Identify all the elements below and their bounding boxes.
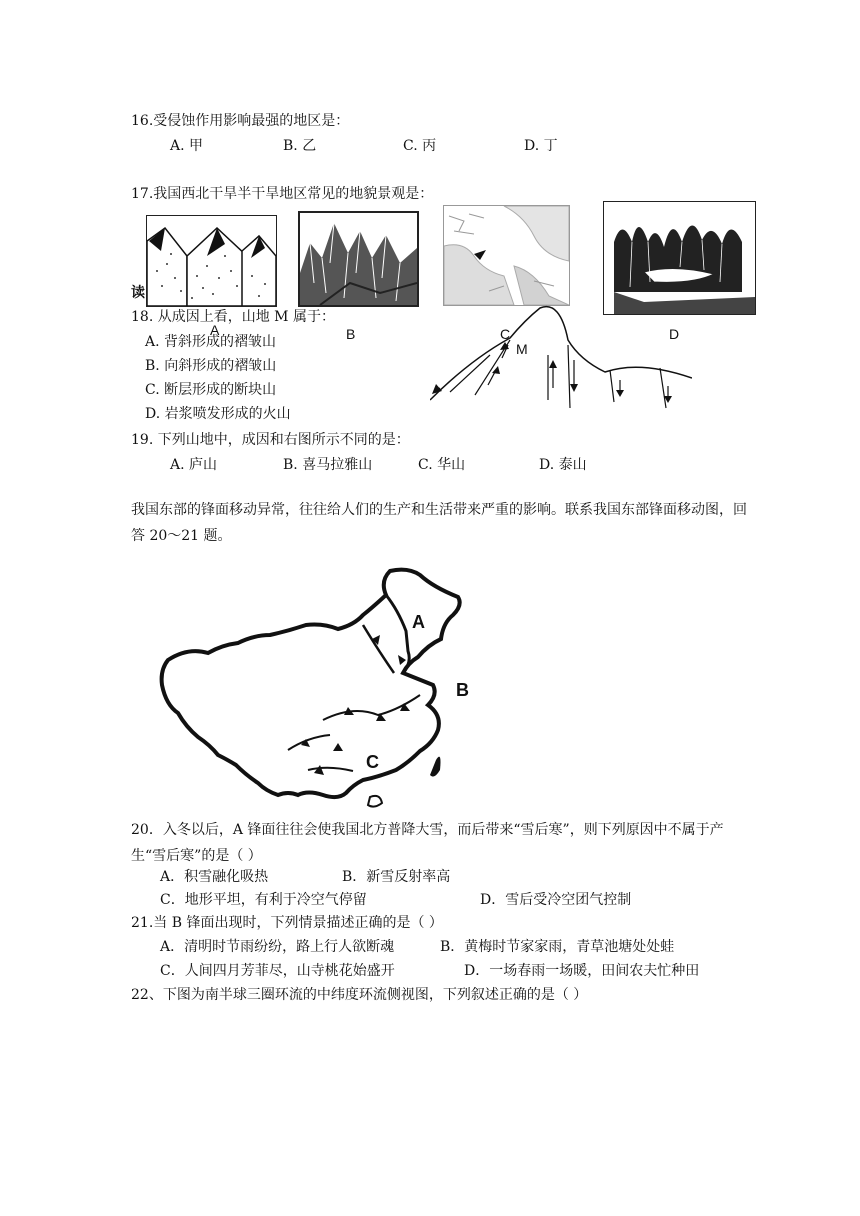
q17-figure-label-a: A xyxy=(210,322,220,338)
q17-figure-a-dunes xyxy=(146,215,277,307)
q16-option-c: C. 丙 xyxy=(403,138,437,154)
china-front-map xyxy=(158,565,468,815)
q19-option-b: B. 喜马拉雅山 xyxy=(283,457,373,473)
q17-figure-c-landform xyxy=(443,205,570,306)
q17-figure-d-karst xyxy=(603,201,756,315)
q19-option-d: D. 泰山 xyxy=(539,457,587,473)
q21-option-c: C．人间四月芳菲尽，山寺桃花始盛开 xyxy=(160,963,395,979)
q22-stem: 22、下图为南半球三圈环流的中纬度环流侧视图，下列叙述正确的是（ ） xyxy=(131,987,588,1003)
q16-option-b: B. 乙 xyxy=(283,138,317,154)
q19-option-a: A. 庐山 xyxy=(170,457,218,473)
q16-option-a: A. 甲 xyxy=(170,138,204,154)
q18-option-a: A. 背斜形成的褶皱山 xyxy=(145,334,277,350)
q19-stem: 19. 下列山地中，成因和右图所示不同的是： xyxy=(131,432,410,448)
fault-block-mountain-figure xyxy=(430,300,692,412)
intro-paragraph: 我国东部的锋面移动异常，往往给人们的生产和生活带来严重的影响。联系我国东部锋面移动图，回答 20～21 题。 xyxy=(131,502,747,544)
q20-option-b: B．新雪反射率高 xyxy=(342,869,451,885)
q19-option-c: C. 华山 xyxy=(418,457,466,473)
q16-stem: 16.受侵蚀作用影响最强的地区是： xyxy=(131,113,350,129)
figure-label-m: M xyxy=(516,341,528,357)
q16-option-d: D. 丁 xyxy=(524,138,558,154)
q17-figure-b-mountains xyxy=(298,211,419,307)
q18-stem: 18. 从成因上看，山地 M 属于： xyxy=(131,309,335,325)
map-label-b: B xyxy=(456,680,469,700)
q21-option-b: B．黄梅时节家家雨，青草池塘处处蛙 xyxy=(440,939,675,955)
read-figure-label: 读 xyxy=(131,284,145,300)
q20-option-d: D．雪后受冷空团气控制 xyxy=(480,892,632,908)
q17-stem: 17.我国西北干旱半干旱地区常见的地貌景观是： xyxy=(131,186,434,202)
q20-option-a: A．积雪融化吸热 xyxy=(160,869,269,885)
q20-option-c: C．地形平坦，有利于冷空气停留 xyxy=(160,892,367,908)
q20-stem: 20．入冬以后，A 锋面往往会使我国北方普降大雪，而后带来“雪后寒”，则下列原因中不属于产生“雪后寒”的是（ ） xyxy=(131,822,724,864)
map-label-c: C xyxy=(366,752,379,772)
q17-figure-label-d: D xyxy=(669,326,680,342)
q18-option-c: C. 断层形成的断块山 xyxy=(145,382,277,398)
q21-option-d: D．一场春雨一场暖，田间农夫忙种田 xyxy=(464,963,700,979)
q21-option-a: A．清明时节雨纷纷，路上行人欲断魂 xyxy=(160,939,395,955)
q21-stem: 21.当 B 锋面出现时，下列情景描述正确的是（ ） xyxy=(131,915,443,931)
q18-option-b: B. 向斜形成的褶皱山 xyxy=(145,358,277,374)
map-label-a: A xyxy=(412,612,425,632)
q18-option-d: D. 岩浆喷发形成的火山 xyxy=(145,406,291,422)
q17-figure-label-b: B xyxy=(346,326,356,342)
q17-figure-label-c: C xyxy=(500,326,511,342)
